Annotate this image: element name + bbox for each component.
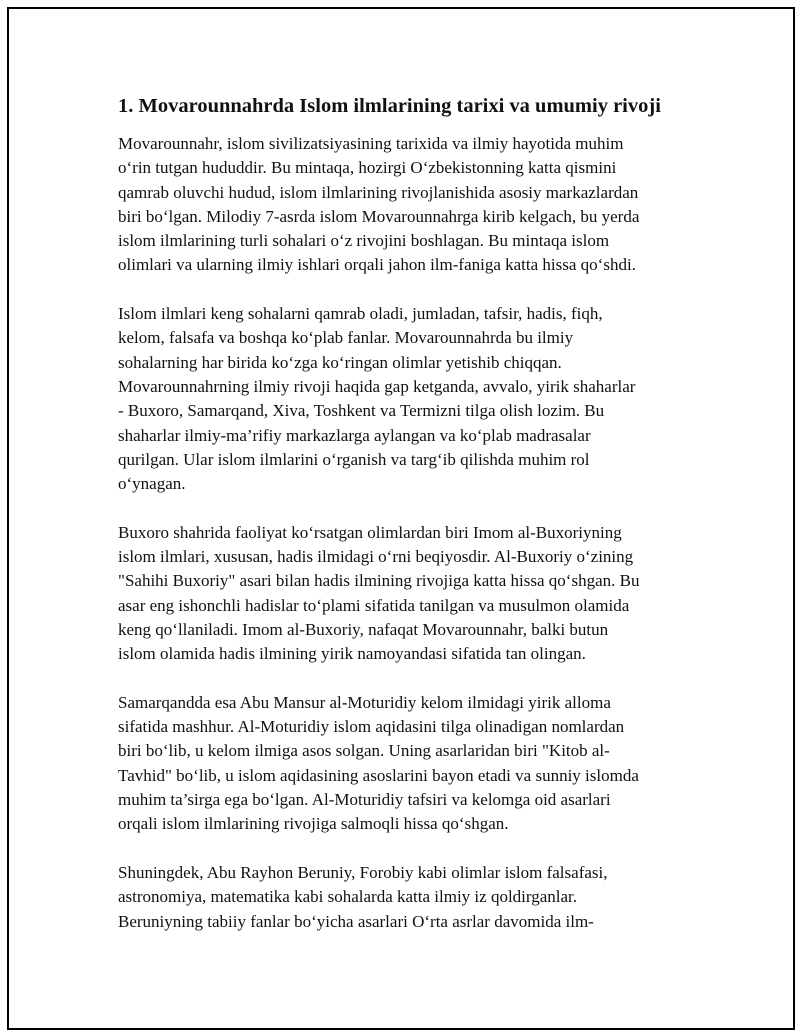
paragraph-1 [118,132,692,278]
text-line: orqali islom ilmlarining rivojiga salmoqli hissa qo‘shgan. [118,814,509,834]
text-line: Samarqandda esa Abu Mansur al-Moturidiy kelom ilmidagi yirik alloma [118,692,611,712]
text-line: qamrab oluvchi hudud, islom ilmlarining rivojlanishida asosiy markazlardan [118,182,639,202]
text-line: o‘ynagan. [118,474,186,494]
text-line: islom olamida hadis ilmining yirik namoyandasi sifatida tan olingan. [118,644,586,664]
text-line: Buxoro shahrida faoliyat ko‘rsatgan olimlardan biri Imom al-Buxoriyning [118,522,622,542]
text-line: Movarounnahrning ilmiy rivoji haqida gap ketganda, avvalo, yirik shaharlar [118,376,636,396]
paragraph-3 [118,521,692,667]
text-line: o‘rin tutgan hududdir. Bu mintaqa, hozirgi O‘zbekistonning katta qismini [118,158,617,178]
text-line: Islom ilmlari keng sohalarni qamrab oladi, jumladan, tafsir, hadis, fiqh, [118,304,603,324]
text-line: Movarounnahr, islom sivilizatsiyasining tarixida va ilmiy hayotida muhim [118,134,624,153]
section-title: 1. Movarounnahrda Islom ilmlarining tarixi va umumiy rivoji [118,95,661,117]
text-line: islom ilmlari, xususan, hadis ilmidagi o‘rni beqiyosdir. Al-Buxoriy o‘zining [118,547,634,567]
paragraph-4 [118,691,692,837]
text-line: keng qo‘llaniladi. Imom al-Buxoriy, nafaqat Movarounnahr, balki butun [118,619,609,639]
text-line: Shuningdek, Abu Rayhon Beruniy, Forobiy kabi olimlar islom falsafasi, [118,862,608,882]
text-line: "Sahihi Buxoriy" asari bilan hadis ilmining rivojiga katta hissa qo‘shgan. Bu [118,571,640,591]
text-line: kelom, falsafa va boshqa ko‘plab fanlar. Movarounnahrda bu ilmiy [118,328,574,348]
document-body [118,92,692,958]
text-line: islom ilmlarining turli sohalari o‘z rivojini boshlagan. Bu mintaqa islom [118,231,610,251]
text-line: shaharlar ilmiy-ma’rifiy markazlarga aylangan va ko‘plab madrasalar [118,425,591,445]
paragraph-5 [118,861,692,934]
text-line: biri bo‘lib, u kelom ilmiga asos solgan. Uning asarlaridan biri "Kitob al- [118,741,610,761]
text-line: Beruniyning tabiiy fanlar bo‘yicha asarlari O‘rta asrlar davomida ilm- [118,911,594,931]
text-line: olimlari va ularning ilmiy ishlari orqali jahon ilm-faniga katta hissa qo‘shdi. [118,255,636,275]
text-line: biri bo‘lgan. Milodiy 7-asrda islom Movarounnahrga kirib kelgach, bu yerda [118,206,640,226]
text-line: - Buxoro, Samarqand, Xiva, Toshkent va Termizni tilga olish lozim. Bu [118,401,605,421]
text-line: asar eng ishonchli hadislar to‘plami sifatida tanilgan va musulmon olamida [118,595,630,615]
text-line: astronomiya, matematika kabi sohalarda katta ilmiy iz qoldirganlar. [118,887,578,907]
text-line: qurilgan. Ular islom ilmlarini o‘rganish va targ‘ib qilishda muhim rol [118,449,590,469]
text-line: sohalarning har birida ko‘zga ko‘ringan olimlar yetishib chiqqan. [118,352,562,372]
text-line: sifatida mashhur. Al-Moturidiy islom aqidasini tilga olinadigan nomlardan [118,717,625,737]
paragraph-2 [118,302,692,496]
text-line: Tavhid" bo‘lib, u islom aqidasining asoslarini bayon etadi va sunniy islomda [118,765,639,785]
text-line: muhim ta’sirga ega bo‘lgan. Al-Moturidiy tafsiri va kelomga oid asarlari [118,790,611,810]
